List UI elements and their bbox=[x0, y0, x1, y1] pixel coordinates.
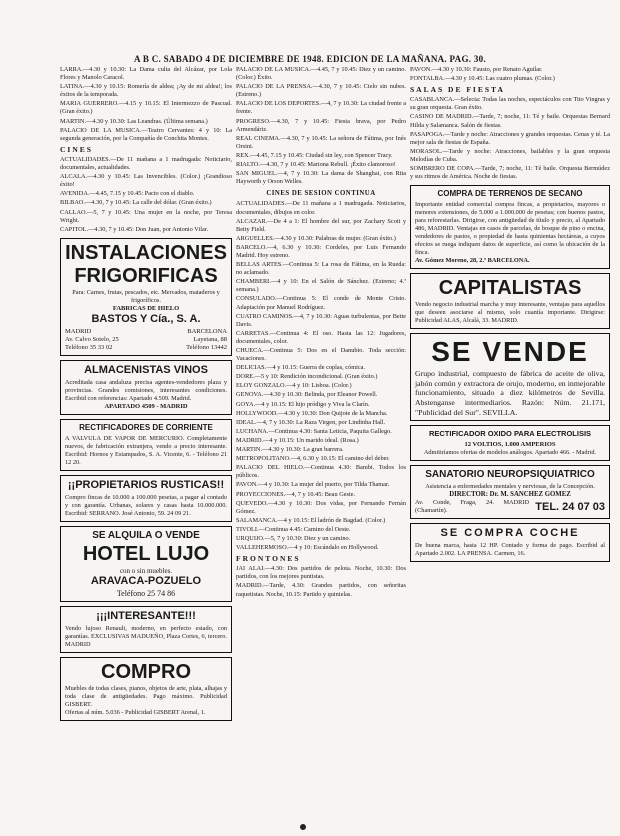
ad-address: Av. Calvo Sotelo, 25 bbox=[65, 335, 119, 343]
ad-line: SE ALQUILA O VENDE bbox=[92, 530, 200, 542]
listing: SAN MIGUEL.—4, 7 y 10.30: La dama de Shanghai, con Rita Hayworth y Orson Welles. bbox=[236, 170, 406, 186]
ad-place: ARAVACA-POZUELO bbox=[90, 575, 202, 588]
listing: GOYA.—4 y 10.15: El hijo pródigo y Viva la Clarín. bbox=[236, 400, 370, 408]
page-dot bbox=[300, 824, 306, 830]
listing: ELOY GONZALO.—4 y 10: Lisboa. (Color.) bbox=[236, 382, 352, 390]
ad-title: SANATORIO NEUROPSIQUIATRICO bbox=[425, 468, 595, 480]
ad-body: Acreditada casa andaluza precisa agentes-vendedores plaza y provincias. Grandes comisiones, interesantes condiciones. Escribid con referencias: Apartado 4.509. Madrid. bbox=[65, 379, 227, 403]
ad-body: Vendo negocio industrial marcha y muy interesante, ventajas para aquellos que deseen asociarse al mismo, solo cuantía importante. Dirigirse: Publicidad ALAS, Alcalá, 33. MADRID. bbox=[415, 301, 605, 325]
listing: LATINA.—4.30 y 10.15: Romería de aldea; ¡Ay de mi aldea!; los éxitos de la temporada. bbox=[60, 83, 232, 99]
ad-body: Compro fincas de 10.000 a 100.000 pesetas, a pagar al contado y con garantía. Urbanas, solares y casas hasta 10.000.000. Escribid: SERRANO. José Antonio, 59. 24 09 21. bbox=[65, 494, 227, 518]
listing: JAI ALAI.—4.30: Dos partidos de pelota. Noche, 10.30: Dos partidos, con los mejores puntistas. bbox=[236, 565, 406, 581]
ad-title: HOTEL LUJO bbox=[82, 543, 210, 566]
listing: VALLEHERMOSO.—4 y 10: Escándalo en Hollywood. bbox=[236, 544, 379, 552]
listing: ACTUALIDADES.—De 11 mañana a 1 madrugada: Noticiario, documentales, actualidades. bbox=[60, 155, 232, 172]
listing: ALCAZAR.—De 4 a 1: El hombre del sur, por Zachary Scott y Betty Field. bbox=[236, 217, 406, 233]
listing: PROGRESO.—4.30, 7 y 10.45: Fiesta brava, por Pedro Armendáriz. bbox=[236, 117, 406, 133]
ad-city: BARCELONA bbox=[187, 327, 227, 335]
page-header: A B C. SABADO 4 DE DICIEMBRE DE 1948. EDICION DE LA MAÑANA. PAG. 30. bbox=[133, 54, 486, 64]
ad-title: ¡¡¡INTERESANTE!!! bbox=[96, 610, 196, 623]
ad-phone: Teléfono 35 33 02 bbox=[65, 344, 113, 352]
ad-title: SE VENDE bbox=[431, 336, 589, 368]
listing: SALAMANCA.—4 y 10.15: El ladrón de Bagdad. (Color.) bbox=[236, 516, 386, 524]
ad-title: RECTIFICADORES DE CORRIENTE bbox=[79, 423, 213, 433]
ad-sanatorio bbox=[410, 465, 610, 519]
listing: REAL CINEMA.—4.30, 7 y 10.45: La señora de Fátima, por Inés Orsini. bbox=[236, 134, 406, 150]
ad-interesante bbox=[60, 606, 232, 653]
listing: AVENIDA.—4.45, 7.15 y 10.45: Pacto con el diablo. bbox=[60, 190, 195, 198]
ad-body: Vendo lujoso Renault, moderno, en perfecto estado, con garantías. EXCLUSIVAS MADUEÑO, Plaza Cortes, 6, tercero. MADRID bbox=[65, 625, 227, 649]
listing: BILBAO.—4.30, 7 y 10.45: La calle del dólar. (Gran éxito.) bbox=[60, 199, 212, 207]
listing: LARRA.—4.30 y 10.30: La Dama culta del Alcázar, por Lola Flores y Manolo Caracol. bbox=[60, 66, 232, 82]
ad-title: ¡¡PROPIETARIOS RUSTICAS!! bbox=[67, 479, 225, 492]
ad-title: RECTIFICADOR OXIDO PARA ELECTROLISIS bbox=[428, 429, 592, 439]
listing: DORE.—5 y 10: Rendición incondicional. (Gran éxito.) bbox=[236, 373, 378, 381]
ad-title: COMPRA DE TERRENOS DE SECANO bbox=[437, 189, 583, 199]
listing: MARTIN.—4.30 y 10.30: La gran barrera. bbox=[236, 446, 344, 454]
ad-body: Admitiríamos ofertas de modelos análogos. Apartado 466. - Madrid. bbox=[423, 448, 597, 456]
ad-title: FRIGORIFICAS bbox=[74, 264, 218, 287]
ad-subtitle: Asistencia a enfermedades mentales y nerviosas, de la Concepción. bbox=[425, 482, 595, 490]
ad-title: CAPITALISTAS bbox=[438, 277, 582, 300]
ad-subtitle: 12 VOLTIOS, 1.000 AMPERIOS bbox=[464, 440, 556, 448]
ad-city: MADRID bbox=[65, 327, 92, 335]
ad-phone: Teléfono 13442 bbox=[186, 344, 227, 352]
ad-rectificadores bbox=[60, 419, 232, 471]
listing: ALCALA.—4.30 y 10.45: Las Invencibles. (Color.) ¡Grandioso éxito! bbox=[60, 173, 232, 189]
listing: PASAPOGA.—Tarde y noche: Atracciones y grandes orquestas. Cenas y té. La mejor sala de fiestas de España. bbox=[410, 130, 610, 146]
listing: ARGUELLES.—4.30 y 10.30: Palabras de mujer. (Gran éxito.) bbox=[236, 234, 396, 242]
ad-title: INSTALACIONES bbox=[65, 241, 227, 264]
listing: HOLLYWOOD.—4.30 y 10.30: Don Quijote de la Mancha. bbox=[236, 409, 388, 417]
ad-address: Av. Conde, Fraga, 24. MADRID (Chamartín). bbox=[415, 498, 529, 514]
ad-body: Para: Carnes, frutas, pescados, etc. Mercados, mataderos y frigoríficos. bbox=[72, 288, 220, 304]
listing: URQUIJO.—5, 7 y 10.30: Diez y un camino. bbox=[236, 534, 351, 542]
ad-propietarios-rusticas bbox=[60, 475, 232, 522]
listing: MADRID.—4 y 10.15: Un marido ideal. (Rosa.) bbox=[236, 436, 359, 444]
listing: QUEVEDO.—4.30 y 10.30: Dos vidas, por Fernando Fernán Gómez. bbox=[236, 499, 406, 515]
ad-company: BASTOS Y Cía., S. A. bbox=[91, 312, 201, 325]
listing: CHAMBERI.—4 y 10: En el Salón de Sánchez. (Estreno; 4.ª semana.) bbox=[236, 278, 406, 294]
section-title-frontones: FRONTONES bbox=[236, 554, 301, 564]
ad-body: A VALVULA DE VAPOR DE MERCURIO. Completamente nuevos, de fabricación extranjera, vendo a precio interesante. Escribid: Hornos y Estampados, S. A. Vicente, 6. - Teléfono 21 12 20. bbox=[65, 435, 227, 467]
listing: METROPOLITANO.—4, 6.30 y 10.15: El camino del deber. bbox=[236, 455, 390, 463]
ad-body: Importante entidad comercial compra fincas, a propietarios, mayores o menores extensiones, de 5.000 a 1.000.000 de pesetas; con buenos pastos, para reforestarlas. Dirigirse, con antigüedad de título y precio, al Apartado 486, MADRID. Ventajas en casos de parcelas, de bosque de pino o encina, vendedores de pastos, o propiedad de hasta quinientas hectáreas, a cuyos efectos se ruega indiquen datos de superficie, así como la ubicación de la finca. bbox=[415, 201, 605, 257]
ad-compra-terrenos bbox=[410, 185, 610, 269]
listing: GENOVA.—4.30 y 10.30: Belinda, por Eleanor Powell. bbox=[236, 391, 378, 399]
listing: MORASOL.—Tarde y noche: Atracciones, bailables y la gran orquesta Melodías de Cuba. bbox=[410, 147, 610, 163]
column-1 bbox=[60, 66, 232, 826]
section-title-cines: CINES bbox=[60, 144, 93, 154]
listing: IDEAL.—4, 7 y 10.30: La Raza Virgen, por Lindinha Hall. bbox=[236, 418, 386, 426]
listing: RIALTO.—4.30, 7 y 10.45: Mariona Rebull. ¡Éxito clamoroso! bbox=[236, 161, 396, 169]
ad-compro bbox=[60, 657, 232, 721]
ad-maker: FABRICAS DE HIELO bbox=[112, 304, 180, 312]
ad-line: con o sin muebles. bbox=[119, 567, 173, 576]
ad-body: Grupo industrial, compuesto de fábrica de aceite de oliva, jabón común y extractora de orujo, moderno, en inmejorable funcionamiento, situado a diez kilómetros de Sevilla. Abstenganse intermediarios. Razón: Núm. 21.171, "Publicidad del Sur". SEVILLA. bbox=[415, 369, 605, 417]
listing: PALACIO DE LOS DEPORTES.—4, 7 y 10.30: La ciudad frente a frente. bbox=[236, 100, 406, 116]
ad-hotel-lujo bbox=[60, 526, 232, 602]
listing: MARTIN.—4.30 y 10.30: Las Leandras. (Última semana.) bbox=[60, 117, 208, 125]
ad-rectificador-oxido bbox=[410, 425, 610, 461]
listing: REX.—4.45, 7.15 y 10.45: Ciudad sin ley, con Spencer Tracy. bbox=[236, 151, 393, 159]
listing: TIVOLI.—Continua 4.45: Camino del Oeste. bbox=[236, 525, 351, 533]
ad-body: De buena marca, hasta 12 HP. Contado y forma de pago. Escribid al Apartado 2.002. LA PRENSA. Carmen, 16. bbox=[415, 541, 605, 557]
ad-title: ALMACENISTAS VINOS bbox=[84, 364, 208, 377]
ad-almacenistas-vinos bbox=[60, 360, 232, 415]
listing: ACTUALIDADES.—De 11 mañana a 1 madrugada. Noticiarios, documentales, dibujos en color. bbox=[236, 200, 406, 216]
listing: CALLAO.—5, 7 y 10.45: Una mujer en la noche, por Teresa Wright. bbox=[60, 208, 232, 224]
column-3 bbox=[410, 66, 610, 826]
listing: BARCELO.—4, 6.30 y 10.30: Cordeles, por Luis Fernando Madrid. Hoy estreno. bbox=[236, 243, 406, 259]
listing: CASABLANCA.—Selecta: Todas las noches, espectáculos con Tito Vingras y su gran orquesta. Gran éxito. bbox=[410, 96, 610, 112]
ad-title: COMPRO bbox=[101, 661, 191, 684]
ad-footer: Ofertas al núm. 5.036 - Publicidad GISBERT Arenal, 1. bbox=[65, 709, 206, 717]
listing: BELLAS ARTES.—Continua 5: La rosa de Fátima, en la Rueda: no aclamado. bbox=[236, 261, 406, 277]
listing: PALACIO DE LA PRENSA.—4.30, 7 y 10.45: Cielo sin nubes. (Estreno.) bbox=[236, 83, 406, 99]
section-title-sesion-continua: CINES DE SESION CONTINUA bbox=[266, 190, 376, 198]
listing: MADRID.—Tarde, 4.30: Grandes partidos, con señoritas raquetistas. Noche, 10.15: Partido y quinielas. bbox=[236, 582, 406, 598]
column-2 bbox=[236, 66, 406, 826]
listing: MARIA GUERRERO.—4.15 y 10.15: El Intermezzo de Pascual. (Gran éxito.) bbox=[60, 100, 232, 116]
listing: CONSULADO.—Continua 5: El conde de Monte Cristo. Adaptación por Manuel Rodríguez. bbox=[236, 295, 406, 311]
ad-capitalistas bbox=[410, 273, 610, 329]
listing: DELICIAS.—4 y 10.15: Guerra de coplas, cómica. bbox=[236, 364, 366, 372]
ad-address: Layetana, 88 bbox=[193, 335, 227, 343]
section-title-salas-fiesta: SALAS DE FIESTA bbox=[410, 85, 505, 95]
ad-instalaciones-frigorificas bbox=[60, 238, 232, 356]
listing: CAPITOL.—4.30, 7 y 10.45: Don Juan, por Antonio Vilar. bbox=[60, 225, 209, 233]
listing: PAVON.—4.30 y 10.30: Fausto, por Renato Aguilar. bbox=[410, 66, 543, 73]
ad-director: DIRECTOR: Dr. M. SANCHEZ GOMEZ bbox=[449, 490, 571, 498]
listing: PALACIO DEL HIELO.—Continua 4.30: Bambi. Todos los públicos. bbox=[236, 464, 406, 480]
listing: CARRETAS.—Continua 4: El oso. Hasta las 12: Jugadores, documentales, color. bbox=[236, 329, 406, 345]
ad-footer: Av. Gómez Moreno, 28, 2.º BARCELONA. bbox=[415, 257, 530, 265]
listing: LUCHANA.—Continua 4.30: Santa Leticia, Paquita Gallego. bbox=[236, 427, 392, 435]
listing: CHUECA.—Continua 5: Dos en el Danubio. Toda sección: Vacaciones. bbox=[236, 347, 406, 363]
listing: PROYECCIONES.—4, 7 y 10.45: Beau Geste. bbox=[236, 490, 356, 498]
ad-title: SE COMPRA COCHE bbox=[440, 526, 580, 539]
listing: CASINO DE MADRID.—Tarde, 7; noche, 11: Té y baile. Orquestas Bernard Hilda y Salamanca. Salón de fiestas. bbox=[410, 113, 610, 129]
ad-body: Muebles de todas clases, pianos, objetos de arte, plata, alhajas y toda clase de antigüedades. Pago máximo. Publicidad GISBERT. bbox=[65, 685, 227, 709]
ad-footer: APARTADO 4509 - MADRID bbox=[104, 403, 188, 411]
listing: PAVON.—4 y 10.30: La mujer del puerto, por Tilda Thamar. bbox=[236, 481, 390, 489]
listing: PALACIO DE LA MUSICA.—Teatro Cervantes: 4 y 10: La segunda generación, por la Compañía de Conchita Montes. bbox=[60, 126, 232, 142]
ad-phone: Teléfono 25 74 86 bbox=[116, 589, 176, 599]
listing: SOMBRERO DE COPA.—Tarde, 7; noche, 11: Té baile. Orquesta Bermúdez y sus ritmos de América. Noche de fiestas. bbox=[410, 165, 610, 181]
listing: FONTALBA.—4.30 y 10.45: Las cuatro plumas. (Color.) bbox=[410, 75, 555, 83]
ad-phone: TEL. 24 07 03 bbox=[535, 500, 605, 513]
listing: CUATRO CAMINOS.—4, 7 y 10.30: Aguas turbulentas, por Bette Davis. bbox=[236, 312, 406, 328]
ad-se-vende bbox=[410, 333, 610, 421]
ad-se-compra-coche bbox=[410, 523, 610, 562]
listing: PALACIO DE LA MUSICA.—4.45, 7 y 10.45: Diez y un camino. (Color.) Éxito. bbox=[236, 66, 406, 82]
